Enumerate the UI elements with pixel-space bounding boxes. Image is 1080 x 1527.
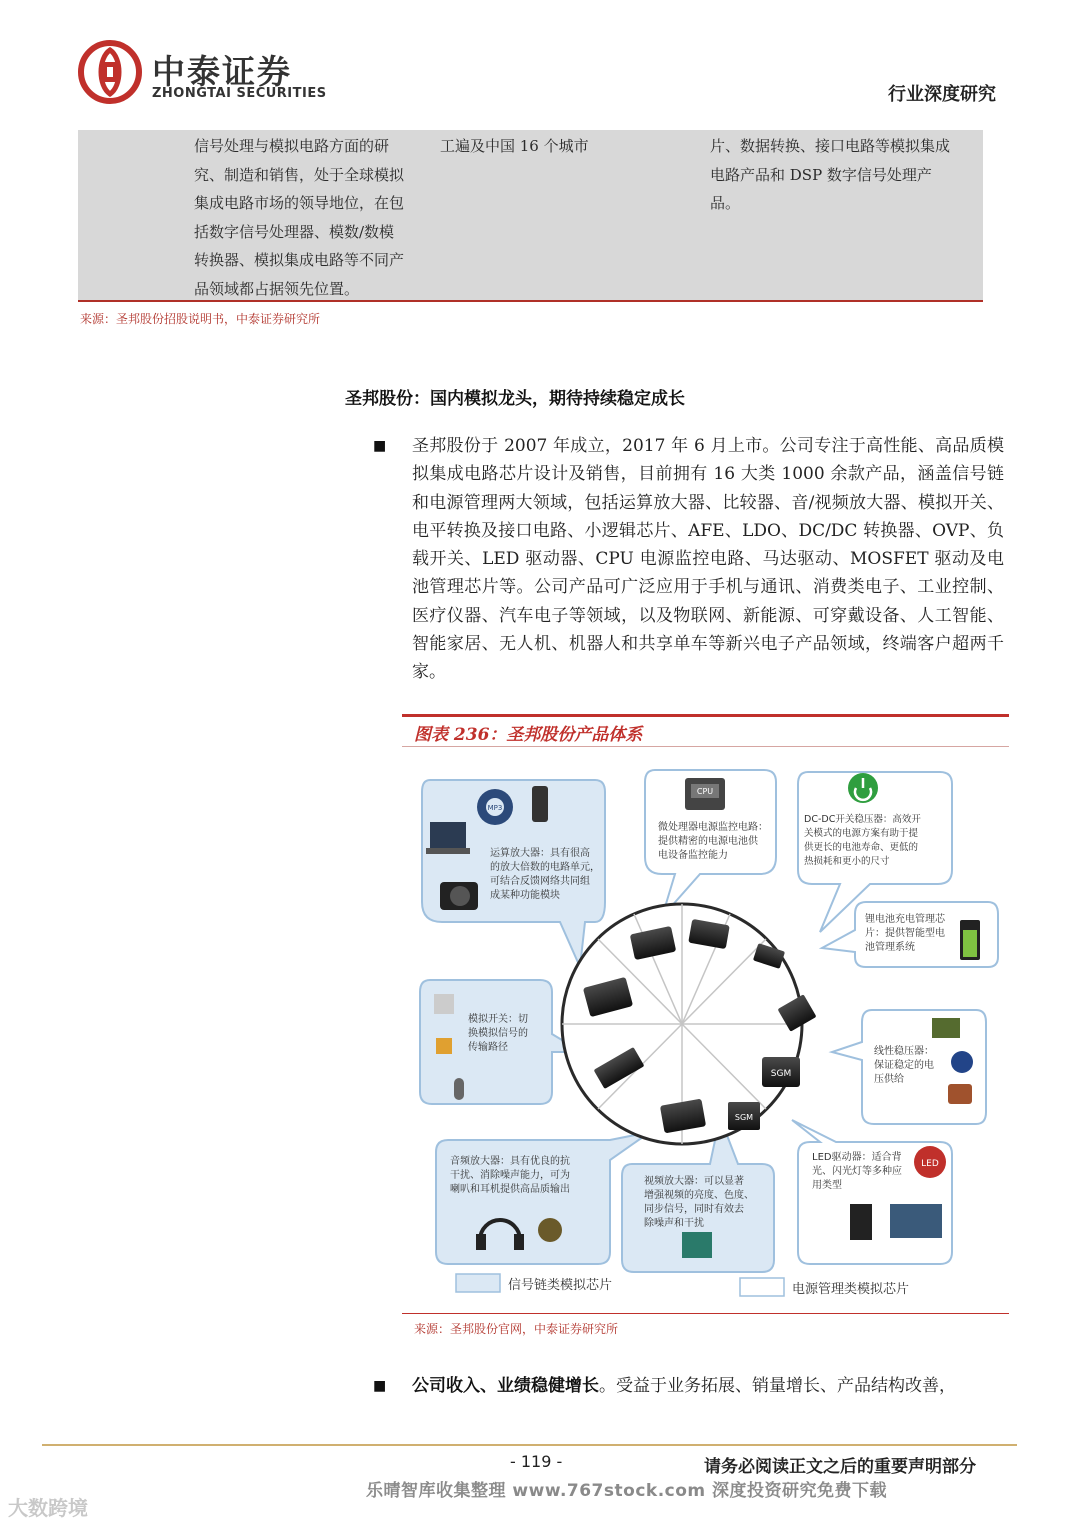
battery-text: 锂电池充电管理芯片：提供智能型电池管理系统 <box>865 914 945 953</box>
camera-icon <box>440 882 478 910</box>
microphone-icon <box>454 1078 464 1100</box>
callout-op-amp <box>422 780 605 967</box>
power-icon <box>848 773 878 803</box>
video-amp-text: 视频放大器：可以显著增强视频的亮度、色度、同步信号，同时有效去除噪声和干扰 <box>644 1176 754 1229</box>
callout-led-driver <box>792 1120 952 1264</box>
flash-icon <box>850 1204 872 1240</box>
cpu-monitor-text: 微处理器电源监控电路：提供精密的电源电池供电设备监控能力 <box>658 822 768 861</box>
analog-switch-text: 模拟开关：切换模拟信号的传输路径 <box>468 1014 528 1053</box>
table-cell-locations: 工遍及中国 16 个城市 <box>440 137 589 155</box>
speaker-icon <box>538 1218 562 1242</box>
brand-name-cn: 中泰证券 <box>152 52 292 91</box>
company-intro-paragraph: 圣邦股份于 2007 年成立，2017 年 6 月上市。公司专注于高性能、高品质模拟集成电路芯片设计及销售，目前拥有 16 大类 1000 余款产品，涵盖信号链和电源管理两大领域，包括运算放大器、比较器、音/视频放大器、模拟开关、电平转换及接口电路、小逻辑芯片、AFE、LDO、DC/DC 转换器、OVP、负载开关、LED 驱动器、CPU 电源监控电路、马达驱动、MOSFET 驱动及电池管理芯片等。公司产品可广泛应用于手机与通讯、消费类电子、工业控制、医疗仪器、汽车电子等领域，以及物联网、新能源、可穿戴设备、人工智能、智能家居、无人机、机器人和共享单车等新兴电子产品领域，终端客户超两千家。 <box>412 436 1004 683</box>
display-icon <box>932 1018 960 1038</box>
table-cell-description: 信号处理与模拟电路方面的研 究、制造和销售，处于全球模拟 集成电路市场的领导地位，在包 括数字信号处理器、模数/数模 转换器、模拟集成电路等不同产 品领域都占据领先位置。 <box>194 137 405 298</box>
brand-name-en: ZHONGTAI SECURITIES <box>152 86 327 101</box>
led-label: LED <box>921 1159 939 1169</box>
section-title: 圣邦股份：国内模拟龙头，期待持续稳定成长 <box>345 389 685 409</box>
disclaimer-notice: 请务必阅读正文之后的重要声明部分 <box>704 1457 976 1477</box>
zhongtai-logo-icon <box>78 40 142 104</box>
footer-rule <box>42 1444 1017 1446</box>
legend-power: 电源管理类模拟芯片 <box>792 1282 910 1297</box>
legend-swatch-power <box>740 1278 784 1296</box>
bullet-icon: ■ <box>373 438 387 454</box>
laptop-icon <box>426 822 470 854</box>
figure-title-rule <box>402 746 1009 747</box>
figure-source: 来源：圣邦股份官网，中泰证券研究所 <box>414 1322 619 1336</box>
radio-icon <box>948 1084 972 1104</box>
tv-icon <box>890 1204 942 1238</box>
led-driver-text: LED驱动器：适合背光、闪光灯等多种应用类型 <box>812 1152 902 1191</box>
figure-bottom-rule <box>402 1313 1009 1314</box>
cpu-label: CPU <box>696 787 714 796</box>
table-source: 来源：圣邦股份招股说明书，中泰证券研究所 <box>80 312 321 326</box>
chip-label-sgm: SGM <box>770 1069 792 1079</box>
company-table-fragment <box>78 130 983 302</box>
revenue-paragraph: 公司收入、业绩稳健增长。受益于业务拓展、销量增长、产品结构改善， <box>412 1376 956 1396</box>
chip-label-sgm: SGM <box>734 1113 754 1122</box>
bottom-watermark: 乐晴智库收集整理 www.767stock.com 深度投资研究免费下载 <box>366 1481 888 1501</box>
op-amp-text: 运算放大器：具有很高的放大倍数的电路单元，可结合反馈网络共同组成某种功能模块 <box>490 848 600 901</box>
bullet-icon: ■ <box>373 1378 387 1394</box>
battery-icon <box>960 920 980 960</box>
bluetooth-icon <box>951 1051 973 1073</box>
page-number: - 119 - <box>510 1452 563 1471</box>
ldo-text: 线性稳压器：保证稳定的电压供给 <box>874 1046 934 1085</box>
sim-card-icon <box>436 1038 452 1054</box>
video-icon <box>682 1232 712 1258</box>
remote-icon <box>532 786 548 822</box>
figure-top-rule <box>402 714 1009 717</box>
corner-watermark: 大数跨境 <box>8 1496 88 1520</box>
figure-title: 图表 236：圣邦股份产品体系 <box>414 725 643 745</box>
usb-icon <box>434 994 454 1014</box>
dcdc-text: DC-DC开关稳压器：高效开关模式的电源方案有助于提供更长的电池寿命、更低的热损耗和更小的尺寸 <box>804 814 921 867</box>
product-system-diagram <box>400 752 1010 1308</box>
callout-audio-amp <box>436 1132 650 1264</box>
legend-swatch-signal <box>456 1274 500 1292</box>
report-type: 行业深度研究 <box>888 84 996 105</box>
audio-amp-text: 音频放大器：具有优良的抗干扰、消除噪声能力，可为喇叭和耳机提供高品质输出 <box>450 1156 570 1195</box>
mp3-label: MP3 <box>487 804 503 812</box>
table-cell-products: 片、数据转换、接口电路等模拟集成 电路产品和 DSP 数字信号处理产 品。 <box>710 137 951 212</box>
legend-signal: 信号链类模拟芯片 <box>508 1278 613 1293</box>
